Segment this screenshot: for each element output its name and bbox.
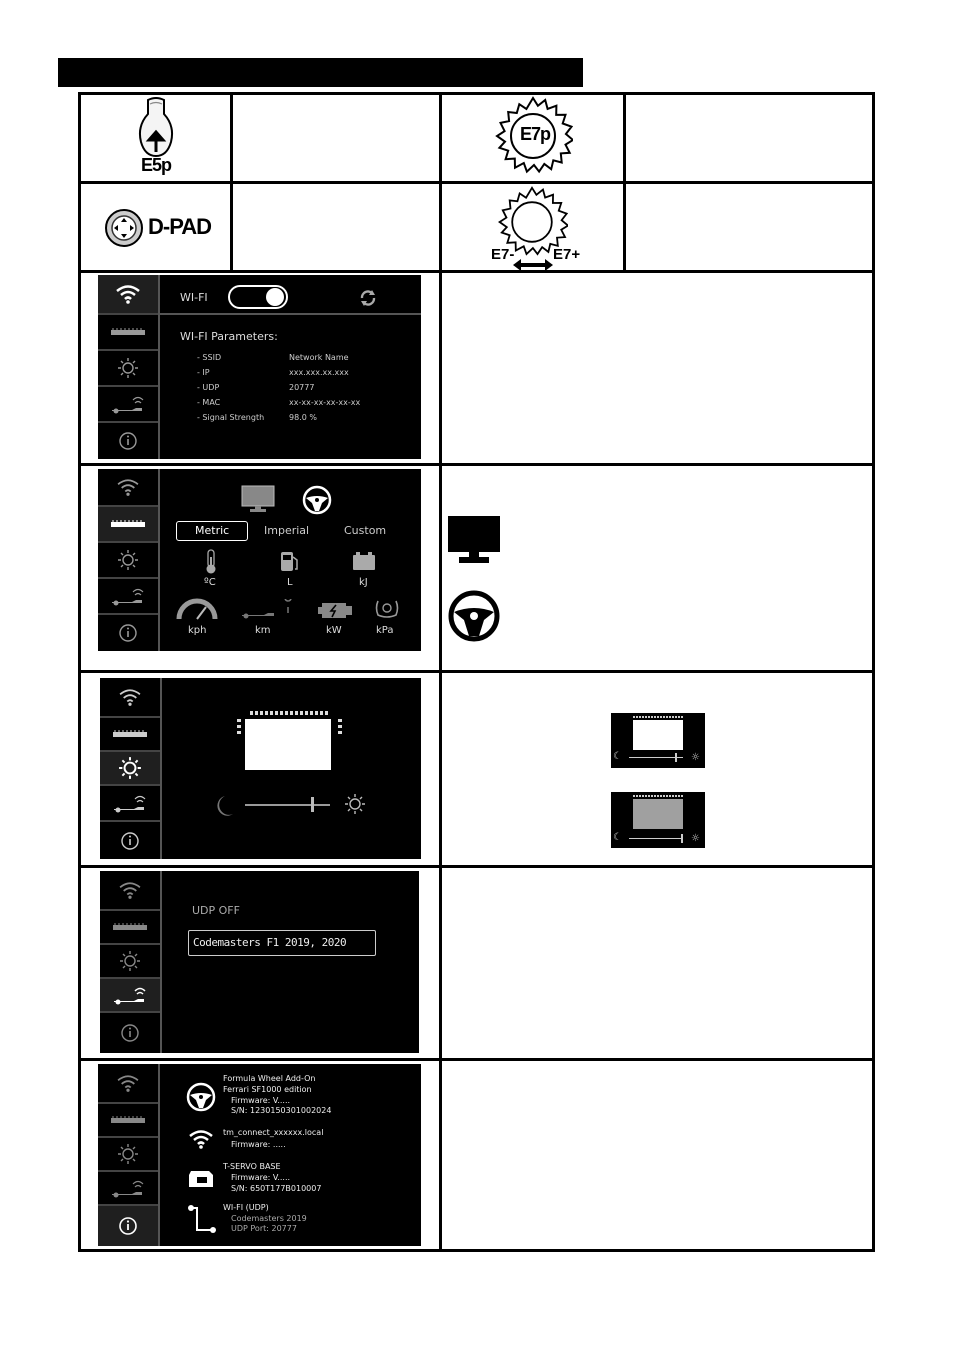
sidebar	[98, 275, 160, 459]
display-preview	[245, 719, 331, 770]
unit-speed: kph	[188, 625, 207, 636]
info-icon	[118, 1216, 138, 1236]
car-distance-icon	[240, 599, 296, 623]
right-arrow-icon	[533, 256, 553, 275]
sidebar-item-info[interactable]	[98, 615, 158, 651]
udp-title: WI-FI (UDP)	[223, 1203, 269, 1212]
speedometer-icon	[176, 597, 218, 625]
param-value: xxx.xxx.xx.xxx	[289, 368, 349, 377]
brightness-screen	[100, 678, 421, 859]
brightness-low-thumbnail: ☾ ☼	[611, 792, 705, 848]
sidebar-item-units[interactable]	[100, 718, 160, 752]
sidebar-item-wifi[interactable]	[100, 871, 160, 911]
car-wifi-icon	[113, 985, 147, 1005]
sun-icon	[344, 793, 366, 819]
unit-temperature: ºC	[204, 577, 216, 588]
sidebar-item-telemetry[interactable]	[100, 979, 160, 1013]
param-value: Network Name	[289, 353, 349, 362]
param-label: - UDP	[197, 383, 220, 392]
ruler-icon	[113, 923, 147, 931]
info-screen	[98, 1064, 421, 1246]
udp-game: Codemasters 2019	[231, 1214, 307, 1223]
e7-minus-label: E7-	[491, 246, 515, 263]
sidebar-item-brightness[interactable]	[98, 543, 158, 579]
unit-pressure: kPa	[376, 625, 394, 636]
unit-distance: km	[255, 625, 271, 636]
sun-icon	[118, 756, 142, 780]
led-column-left	[237, 719, 241, 735]
sidebar-item-units[interactable]	[98, 507, 158, 543]
param-value: 98.0 %	[289, 413, 317, 422]
wheel-serial: S/N: 1230150301002024	[231, 1106, 332, 1115]
network-link-icon	[187, 1204, 217, 1240]
monitor-icon	[447, 515, 501, 569]
refresh-icon[interactable]	[358, 289, 378, 311]
brightness-high-thumbnail: ☾ ☼	[611, 713, 705, 768]
wheel-edition: Ferrari SF1000 edition	[223, 1085, 312, 1094]
sidebar-item-brightness[interactable]	[100, 752, 160, 786]
udp-status: UDP OFF	[192, 904, 240, 917]
base-firmware: Firmware: V.....	[231, 1173, 291, 1182]
unit-power: kW	[326, 625, 342, 636]
sidebar	[100, 678, 162, 859]
sidebar-item-info[interactable]	[98, 423, 158, 459]
ruler-icon	[111, 1116, 145, 1124]
led-row	[250, 711, 328, 715]
wifi-title: WI-FI	[180, 291, 208, 304]
game-select-value: Codemasters F1 2019, 2020	[193, 936, 347, 949]
param-label: - IP	[197, 368, 210, 377]
e7-plus-label: E7+	[553, 246, 581, 263]
section-header-bar	[58, 58, 583, 87]
wifi-icon	[118, 881, 142, 899]
sidebar-item-brightness[interactable]	[98, 1138, 158, 1172]
battery-icon	[352, 551, 376, 575]
sidebar-item-telemetry[interactable]	[100, 786, 160, 822]
wifi-icon	[116, 1074, 140, 1092]
e5p-label: E5p	[141, 155, 172, 175]
thermometer-icon	[204, 549, 218, 579]
sidebar-item-telemetry[interactable]	[98, 1172, 158, 1206]
sun-icon	[117, 357, 139, 379]
param-label: - MAC	[197, 398, 221, 407]
udp-port: UDP Port: 20777	[231, 1224, 297, 1233]
fuel-icon	[280, 549, 300, 577]
sidebar-item-units[interactable]	[98, 1104, 158, 1138]
sun-icon	[117, 1143, 139, 1165]
sidebar-item-wifi[interactable]	[98, 1064, 158, 1104]
wheel-name: Formula Wheel Add-On	[223, 1074, 316, 1083]
steering-wheel-icon	[448, 590, 500, 646]
base-name: T-SERVO BASE	[223, 1162, 281, 1171]
param-label: - SSID	[197, 353, 222, 362]
wheel-firmware: Firmware: V.....	[231, 1096, 291, 1105]
ruler-icon	[113, 730, 147, 738]
tab-metric-label: Metric	[195, 524, 230, 537]
sidebar-item-telemetry[interactable]	[98, 579, 158, 615]
connect-host: tm_connect_xxxxxx.local	[223, 1128, 324, 1137]
brightness-slider[interactable]	[245, 804, 330, 806]
wifi-screen	[98, 275, 421, 459]
param-value: xx-xx-xx-xx-xx-xx	[289, 398, 361, 407]
units-screen	[98, 469, 421, 651]
sidebar-item-brightness[interactable]	[98, 351, 158, 387]
connect-firmware: Firmware: .....	[231, 1140, 286, 1149]
base-serial: S/N: 650T177B010007	[231, 1184, 322, 1193]
paddle-icon	[133, 96, 179, 158]
car-wifi-icon	[111, 394, 145, 414]
sidebar	[98, 1064, 160, 1246]
ruler-icon	[111, 328, 145, 336]
steering-wheel-icon	[186, 1082, 216, 1116]
wifi-icon	[116, 478, 140, 496]
tire-pressure-icon	[374, 597, 400, 623]
sidebar-item-telemetry[interactable]	[98, 387, 158, 423]
moon-icon	[213, 794, 235, 822]
dpad-label: D-PAD	[148, 214, 212, 239]
info-icon	[118, 431, 138, 451]
sidebar-item-info[interactable]	[98, 1206, 158, 1246]
wifi-icon	[188, 1128, 214, 1154]
dpad-icon	[104, 208, 144, 248]
info-icon	[120, 831, 140, 851]
param-label: - Signal Strength	[197, 413, 265, 422]
left-arrow-icon	[513, 256, 533, 275]
sidebar-item-info[interactable]	[100, 822, 160, 859]
sun-icon	[117, 549, 139, 571]
tab-custom[interactable]: Custom	[344, 524, 387, 537]
car-wifi-icon	[113, 793, 147, 813]
monitor-icon[interactable]	[241, 485, 275, 517]
car-wifi-icon	[111, 586, 145, 606]
sidebar-item-wifi[interactable]	[98, 469, 158, 507]
udp-screen	[100, 871, 419, 1053]
engine-power-icon	[318, 599, 354, 625]
sidebar-item-info[interactable]	[100, 1013, 160, 1053]
sidebar	[100, 871, 162, 1053]
unit-volume: L	[287, 577, 293, 588]
sidebar-item-brightness[interactable]	[100, 945, 160, 979]
steering-wheel-icon[interactable]	[302, 485, 332, 519]
sidebar-item-wifi[interactable]	[98, 275, 158, 315]
wifi-toggle[interactable]	[228, 285, 288, 309]
param-value: 20777	[289, 383, 315, 392]
sun-icon	[119, 950, 141, 972]
wifi-icon	[118, 688, 142, 706]
e7p-label: E7p	[520, 124, 551, 144]
sidebar-item-wifi[interactable]	[100, 678, 160, 718]
servo-base-icon	[187, 1169, 215, 1193]
car-wifi-icon	[111, 1178, 145, 1198]
wifi-icon	[115, 284, 141, 304]
led-column-right	[338, 719, 342, 735]
brightness-slider-thumb[interactable]	[311, 797, 314, 812]
sidebar	[98, 469, 160, 651]
sidebar-item-units[interactable]	[98, 315, 158, 351]
wifi-params-title: WI-FI Parameters:	[180, 330, 278, 343]
unit-energy: kJ	[359, 577, 368, 588]
info-icon	[120, 1023, 140, 1043]
sidebar-item-units[interactable]	[100, 911, 160, 945]
info-icon	[118, 623, 138, 643]
tab-imperial[interactable]: Imperial	[264, 524, 310, 537]
ruler-icon	[111, 520, 145, 528]
